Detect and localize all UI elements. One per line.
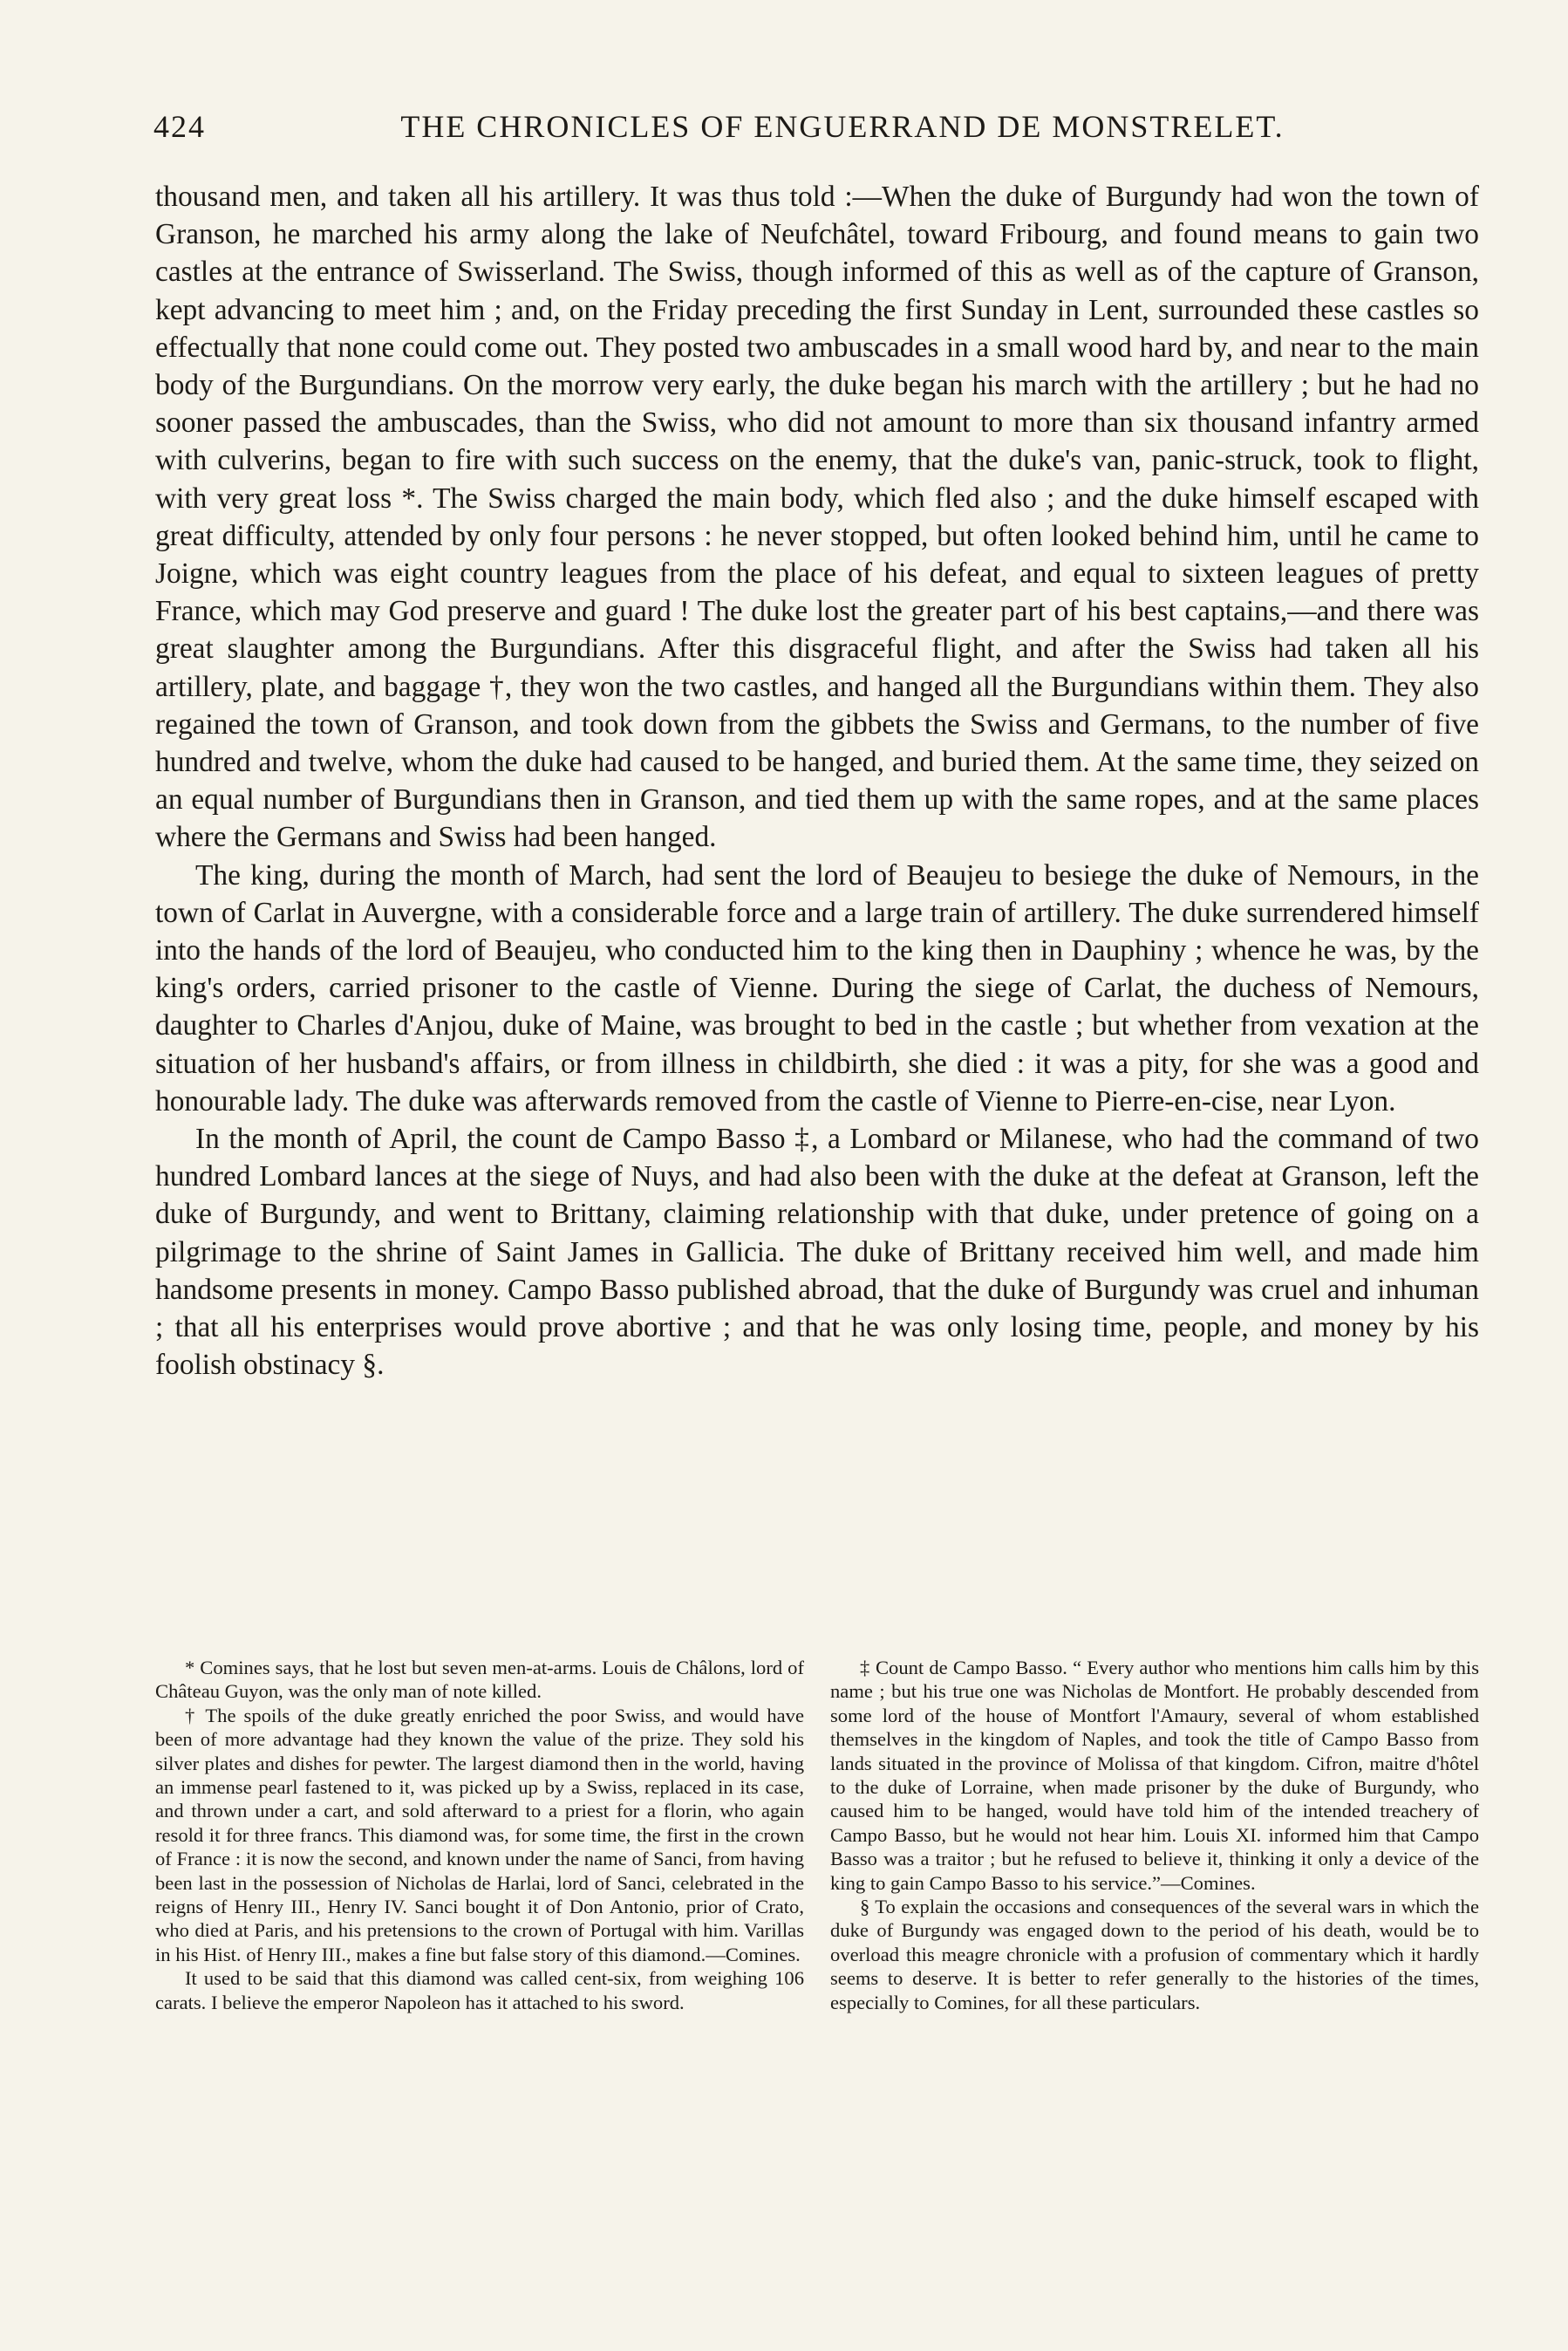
footnote-dagger-continued: It used to be said that this diamond was called cent-six, from weighing 106 carats. I believe the emperor Napoleon has it attached to his sword. <box>155 1967 804 2013</box>
paragraph-nemours: The king, during the month of March, had sent the lord of Beaujeu to besiege the duke of Nemours, in the town of Carlat in Auvergne, with a considerable force and a large train of artillery. The duke surrendered himself into the hands of the lord of Beaujeu, who conducted him to the king then in Dauphiny ; whence he was, by the king's orders, carried prisoner to the castle of Vienne. During the siege of Carlat, the duchess of Nemours, daughter to Charles d'Anjou, duke of Maine, was brought to bed in the castle ; but whether from vexation at the situation of her husband's affairs, or from illness in childbirth, she died : it was a pity, for she was a good and honourable lady. The duke was afterwards removed from the castle of Vienne to Pierre-en-cise, near Lyon. <box>155 858 1479 1117</box>
footnotes <box>155 1656 1479 2014</box>
footnote-asterisk: * Comines says, that he lost but seven men-at-arms. Louis de Châlons, lord of Château Guyon, was the only man of note killed. <box>155 1657 804 1703</box>
running-header <box>153 108 1479 161</box>
running-title: THE CHRONICLES OF ENGUERRAND DE MONSTRELET. <box>400 109 1285 144</box>
footnote-section: § To explain the occasions and consequences of the several wars in which the duke of Burgundy was engaged down to the period of his death, would be to overload this meagre chronicle with a profusion of commentary which it hardly seems to deserve. It is better to refer generally to the histories of the times, especially to Comines, for all these particulars. <box>830 1896 1479 2013</box>
footnotes-left-column <box>155 1656 804 2014</box>
page-number: 424 <box>153 109 206 144</box>
main-text <box>155 178 1479 1384</box>
paragraph-campo-basso: In the month of April, the count de Campo Basso ‡, a Lombard or Milanese, who had the command of two hundred Lombard lances at the siege of Nuys, and had also been with the duke at the defeat at Granson, left the duke of Burgundy, and went to Brittany, claiming relationship with that duke, under pretence of going on a pilgrimage to the shrine of Saint James in Gallicia. The duke of Brittany received him well, and made him handsome presents in money. Campo Basso published abroad, that the duke of Burgundy was cruel and inhuman ; that all his enterprises would prove abortive ; and that he was only losing time, people, and money by his foolish obstinacy §. <box>155 1123 1479 1382</box>
paragraph-granson: thousand men, and taken all his artillery. It was thus told :—When the duke of Burgundy had won the town of Granson, he marched his army along the lake of Neufchâtel, toward Fribourg, and found means to gain two castles at the entrance of Swisserland. The Swiss, though informed of this as well as of the capture of Granson, kept advancing to meet him ; and, on the Friday preceding the first Sunday in Lent, surrounded these castles so effectually that none could come out. They posted two ambuscades in a small wood hard by, and near to the main body of the Burgundians. On the morrow very early, the duke began his march with the artillery ; but he had no sooner passed the ambuscades, than the Swiss, who did not amount to more than six thousand infantry armed with culverins, began to fire with such success on the enemy, that the duke's van, panic-struck, took to flight, with very great loss *. The Swiss charged the main body, which fled also ; and the duke himself escaped with great difficulty, attended by only four persons : he never stopped, but often looked behind him, until he came to Joigne, which was eight country leagues from the place of his defeat, and equal to sixteen leagues of pretty France, which may God preserve and guard ! The duke lost the greater part of his best captains,—and there was great slaughter among the Burgundians. After this disgraceful flight, and after the Swiss had taken all his artillery, plate, and baggage †, they won the two castles, and hanged all the Burgundians within them. They also regained the town of Granson, and took down from the gibbets the Swiss and Germans, to the number of five hundred and twelve, whom the duke had caused to be hanged, and buried them. At the same time, they seized on an equal number of Burgundians then in Granson, and tied them up with the same ropes, and at the same places where the Germans and Swiss had been hanged. <box>155 181 1479 854</box>
footnote-double-dagger: ‡ Count de Campo Basso. “ Every author who mentions him calls him by this name ; but his true one was Nicholas de Montfort. He probably descended from some lord of the house of Montfort l'Amaury, several of whom established themselves in the kingdom of Naples, and took the title of Campo Basso from lands situated in the province of Molissa of that kingdom. Cifron, maitre d'hôtel to the duke of Lorraine, when made prisoner by the duke of Burgundy, who caused him to be hanged, would have told him of the intended treachery of Campo Basso, but he would not hear him. Louis XI. informed him that Campo Basso was a traitor ; but he refused to believe it, thinking it only a device of the king to gain Campo Basso to his service.”—Comines. <box>830 1657 1479 1894</box>
footnote-dagger: † The spoils of the duke greatly enriched the poor Swiss, and would have been of more advantage had they known the value of the prize. They sold his silver plates and dishes for pewter. The largest diamond then in the world, having an immense pearl fastened to it, was picked up by a Swiss, replaced in its case, and thrown under a cart, and sold afterward to a priest for a florin, who again resold it for three francs. This diamond was, for some time, the first in the crown of France : it is now the second, and known under the name of Sanci, from having been last in the possession of Nicholas de Harlai, lord of Sanci, celebrated in the reigns of Henry III., Henry IV. Sanci bought it of Don Antonio, prior of Crato, who died at Paris, and his pretensions to the crown of Portugal with him. Varillas in his Hist. of Henry III., makes a fine but false story of this diamond.—Comines. <box>155 1704 804 1965</box>
footnotes-right-column <box>830 1656 1479 2014</box>
